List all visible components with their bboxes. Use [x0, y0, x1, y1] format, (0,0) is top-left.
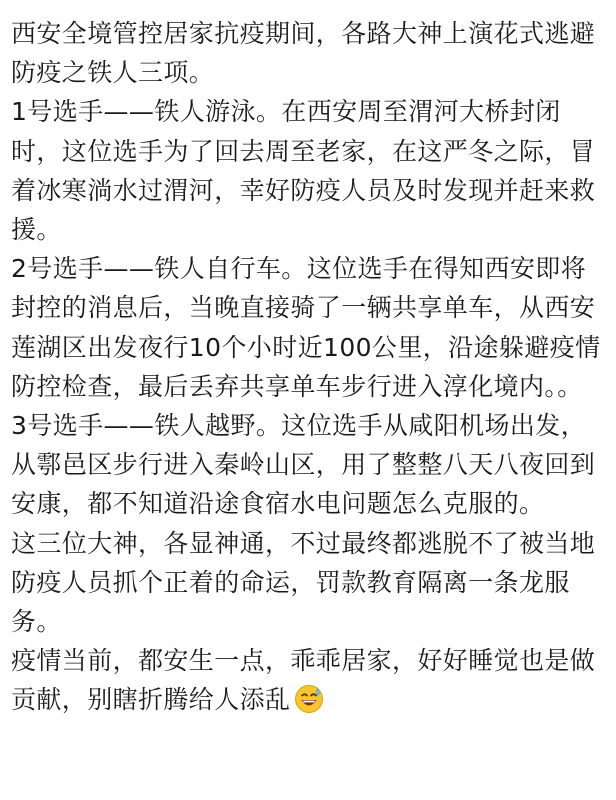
closing-text: 疫情当前，都安生一点，乖乖居家，好好睡觉也是做贡献，别瞎折腾给人添乱: [11, 646, 596, 715]
post-paragraph-contestant-1: 1号选手——铁人游泳。在西安周至渭河大桥封闭时，这位选手为了回去周至老家，在这严冬之际，冒着冰寒淌水过渭河，幸好防疫人员及时发现并赶来救援。: [11, 97, 596, 245]
post-paragraph-intro: 西安全境管控居家抗疫期间，各路大神上演花式逃避防疫之铁人三项。: [11, 19, 596, 88]
post-paragraph-summary: 这三位大神，各显神通，不过最终都逃脱不了被当地防疫人员抓个正着的命运，罚款教育隔离一条龙服务。: [11, 528, 596, 637]
post-paragraph-contestant-3: 3号选手——铁人越野。这位选手从咸阳机场出发，从鄠邑区步行进入秦岭山区，用了整整八天八夜回到安康，都不知道沿途食宿水电问题怎么克服的。: [11, 411, 596, 519]
post-paragraph-closing: [11, 641, 602, 719]
grinning-sweat-emoji-icon: [294, 684, 324, 714]
post-paragraph-contestant-2: 2号选手——铁人自行车。这位选手在得知西安即将封控的消息后，当晚直接骑了一辆共享单车，从西安莲湖区出发夜行10个小时近100公里，沿途躲避疫情防控检查，最后丢弃共享单车步行进入淳化境内。。: [11, 254, 601, 401]
